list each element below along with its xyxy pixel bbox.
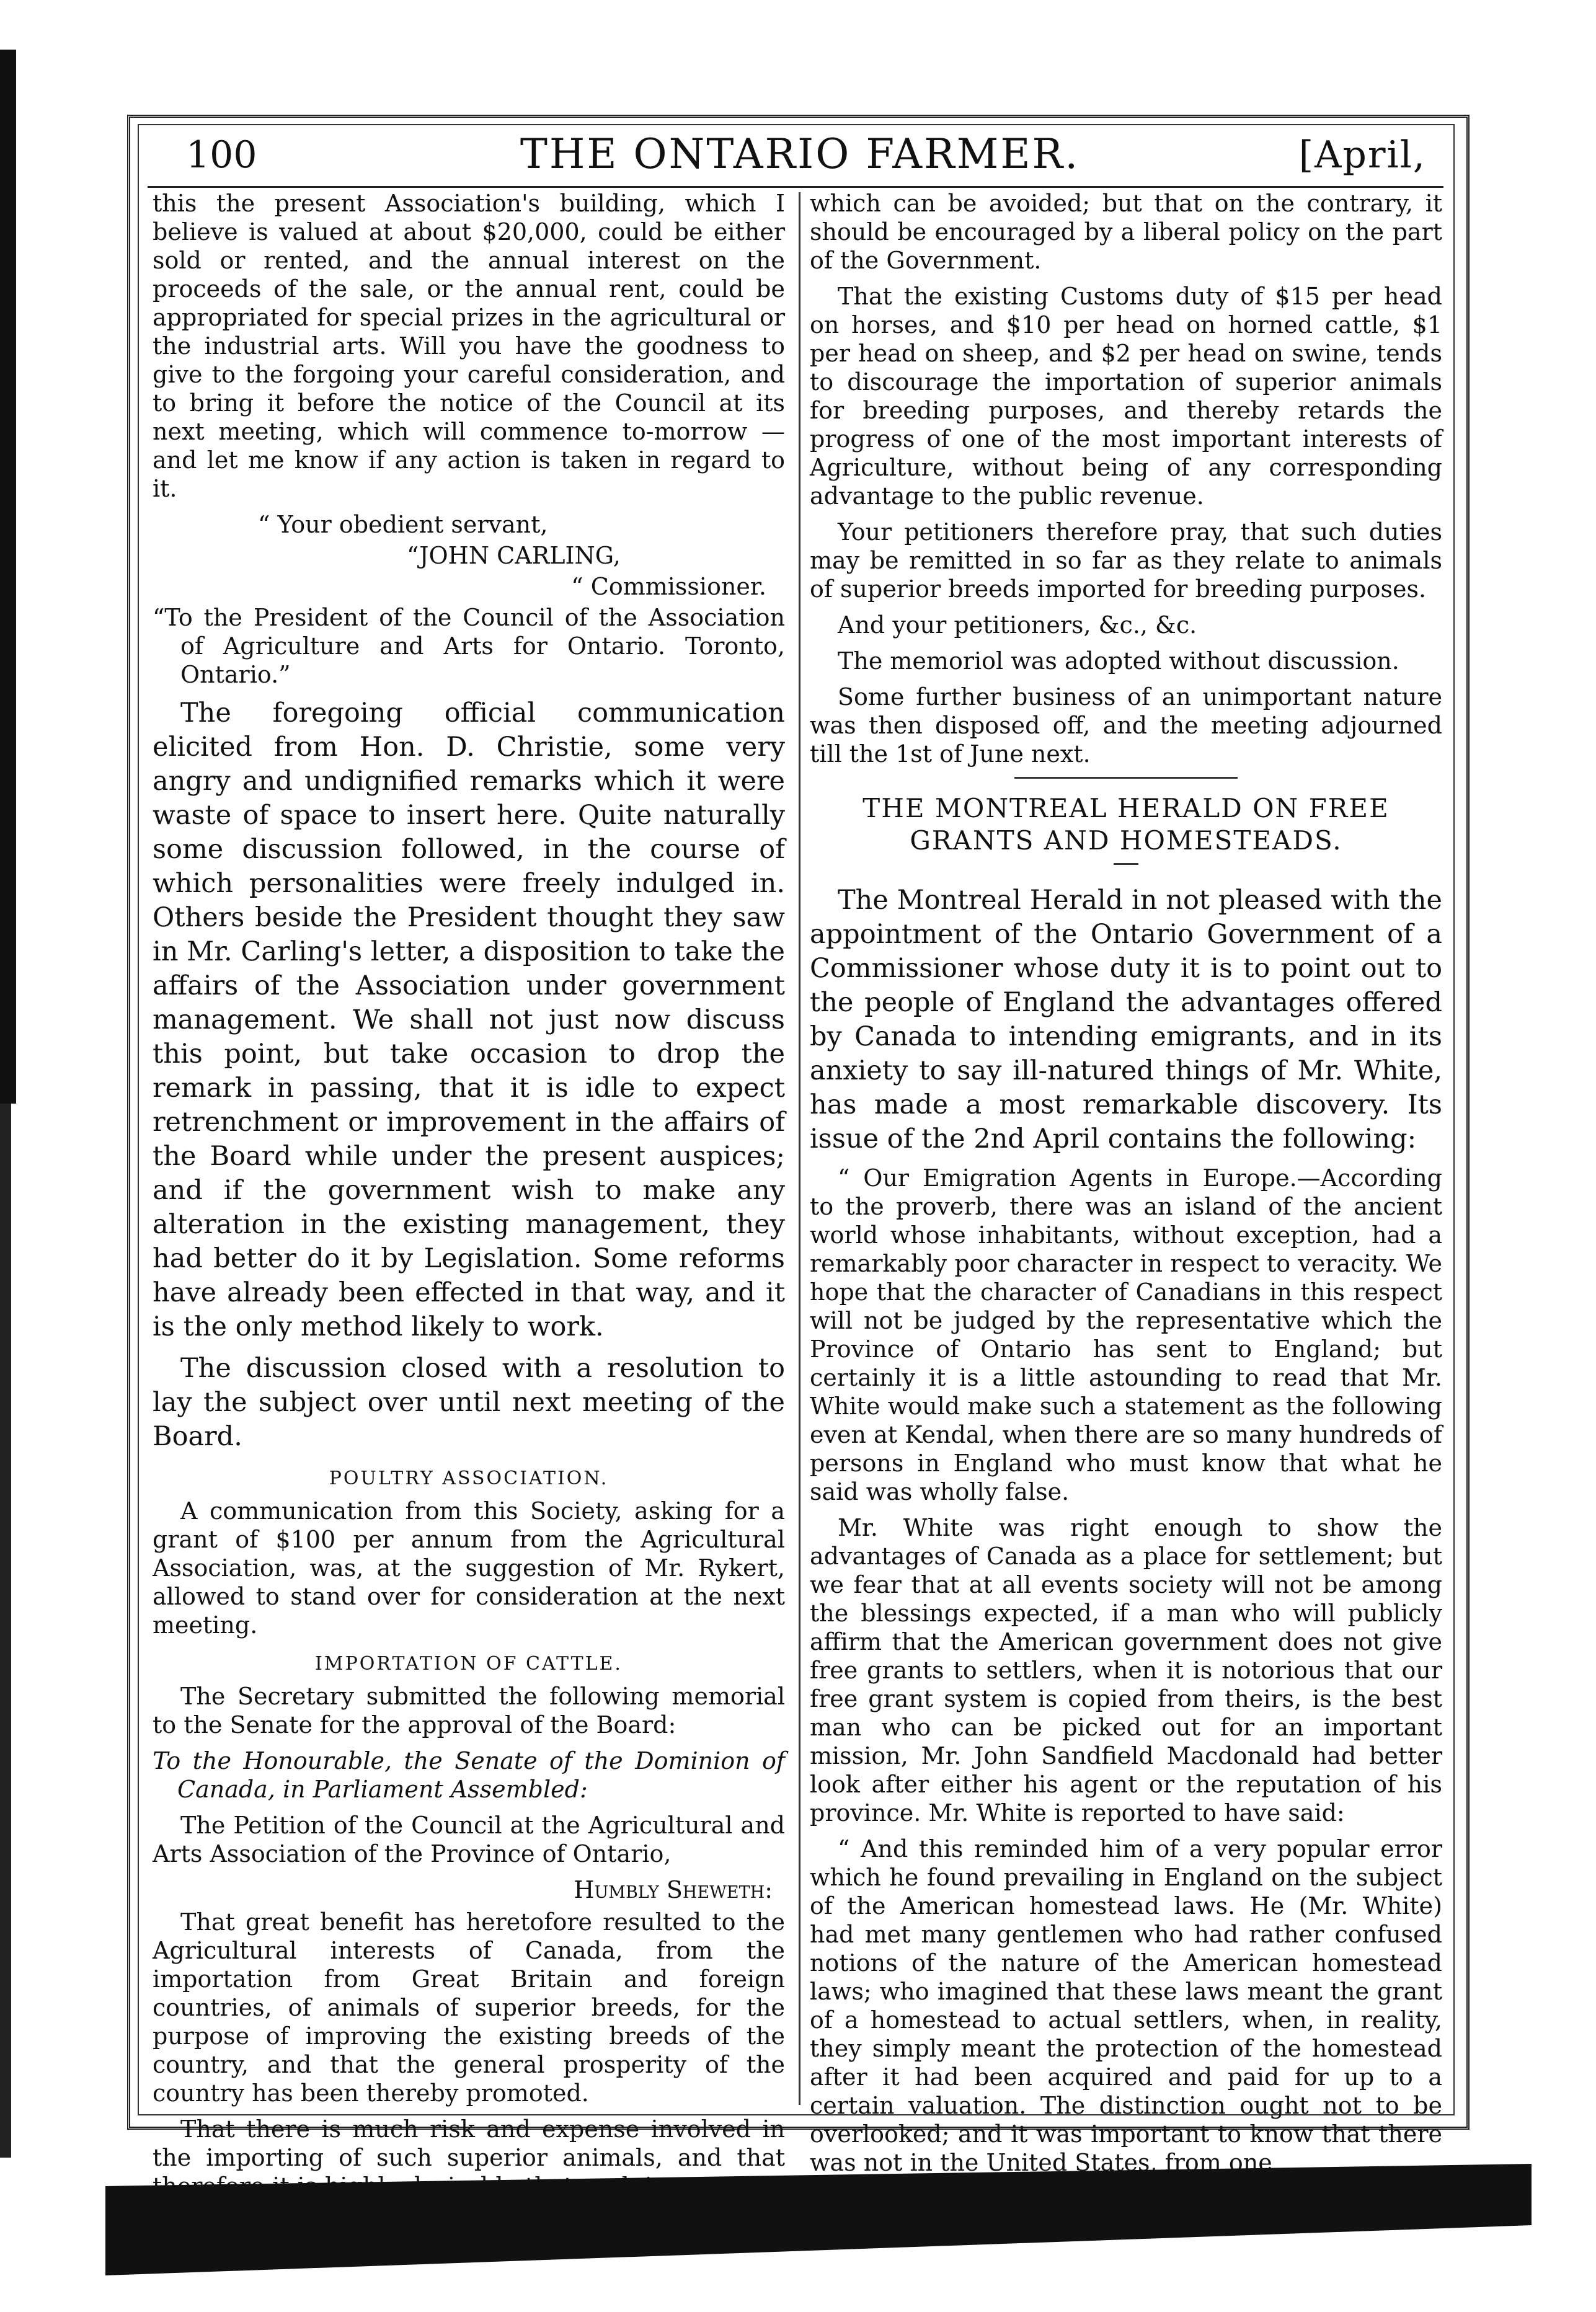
paragraph: The Petition of the Council at the Agricultural and Arts Association of the Province of Ontario,	[153, 1812, 785, 1867]
article-title: THE MONTREAL HERALD ON FREE GRANTS AND HOMESTEADS.	[862, 793, 1390, 856]
paragraph: Some further business of an unimportant nature was then disposed off, and the meeting adjourned till the 1st of June next.	[810, 683, 1442, 768]
page-number: 100	[186, 133, 257, 177]
paragraph: The memoriol was adopted without discussion.	[838, 647, 1399, 675]
paragraph: Your petitioners therefore pray, that such duties may be remitted in so far as they relate to animals of superior breeds imported for breeding purposes.	[810, 518, 1442, 603]
left-column	[153, 189, 785, 2228]
paragraph: A communication from this Society, asking for a grant of $100 per annum from the Agricultural Association, was, at the suggestion of Mr. Rykert, allowed to stand over for consideration at the next meeting.	[153, 1497, 785, 1639]
paragraph: That great benefit has heretofore resulted to the Agricultural interests of Canada, from the importation from Great Britain and foreign countries, of animals of superior breeds, for the purpose of improving the existing breeds of the country, and that the general prosperity of the country has been thereby promoted.	[153, 1908, 785, 2107]
sheweth-line: Humbly Sheweth:	[574, 1876, 773, 1903]
paragraph: That there is much risk and expense involved in the importing of such superior animals, and that therefore it is highly desirable that such importation should not be burdened with any additional cost	[153, 2115, 785, 2228]
quoted-paragraph: “ And this reminded him of a very popular error which he found prevailing in England on the subject of the American homestead laws. He (Mr. White) had met many gentlemen who had rather confused notions of the nature of the American homestead laws; who imagined that these laws meant the grant of a homestead to actual settlers, when, in reality, they simply meant the protection of the homestead after it had been acquired and paid for up to a certain valuation. The distinction ought not to be overlooked; and it was important to know that there was not in the United States, from one	[810, 1835, 1442, 2176]
paragraph: The discussion closed with a resolution to lay the subject over until next meeting of the Board.	[153, 1353, 785, 1452]
page-title: THE ONTARIO FARMER.	[520, 130, 1080, 178]
signature-title: “ Commissioner.	[571, 573, 766, 600]
section-heading-poultry: POULTRY ASSOCIATION.	[329, 1468, 609, 1489]
letter-address: “To the President of the Council of the Association of Agriculture and Arts for Ontario. Toronto, Ontario.”	[153, 604, 785, 688]
paragraph: That the existing Customs duty of $15 per head on horses, and $10 per head on horned cattle, $1 per head on sheep, and $2 per head on swine, tends to discourage the importation of superior animals for breeding purposes, and thereby retards the progress of one of the most important interests of Agriculture, without being of any corresponding advantage to the public revenue.	[810, 283, 1442, 510]
quoted-paragraph: “ Our Emigration Agents in Europe.—According to the proverb, there was an island of the ancient world whose inhabitants, without exception, had a remarkably poor character in respect to veracity. We hope that the character of Canadians in this respect will not be judged by the representative which the Province of Ontario has sent to England; but certainly it is a little astounding to read that Mr. White would make such a statement as the following even at Kendal, when there are so many hundreds of persons in England who must know that what he said was wholly false.	[810, 1164, 1442, 1505]
quoted-paragraph: Mr. White was right enough to show the advantages of Canada as a place for settlement; but we fear that at all events society will not be among the blessings expected, if a man who will publicly affirm that the American government does not give free grants to settlers, when it is notorious that our free grant system is copied from theirs, is the best man who can be picked out for an important mission, Mr. John Sandfield Macdonald had better look after either his agent or the reputation of his province. Mr. White is reported to have said:	[810, 1514, 1442, 1827]
signature-closing: “ Your obedient servant,	[258, 511, 548, 538]
paragraph: And your petitioners, &c., &c.	[838, 611, 1197, 639]
header-rule	[148, 186, 1443, 188]
column-rule	[799, 192, 800, 2105]
paragraph: The Secretary submitted the following memorial to the Senate for the approval of the Board:	[153, 1683, 785, 1738]
paragraph: which can be avoided; but that on the contrary, it should be encouraged by a liberal policy on the part of the Government.	[810, 190, 1442, 274]
page-header	[174, 127, 1426, 186]
paragraph: The Montreal Herald in not pleased with the appointment of the Ontario Government of a Commissioner whose duty it is to point out to the people of England the advantages offered by Canada to intending emigrants, and in its anxiety to say ill-natured things of Mr. White, has made a most remarkable discovery. Its issue of the 2nd April contains the following:	[810, 885, 1442, 1154]
page-month: [April,	[1298, 133, 1426, 177]
signature-name: “JOHN CARLING,	[407, 542, 621, 569]
title-rule	[1114, 863, 1138, 865]
paragraph: this the present Association's building, which I believe is valued at about $20,000, could be either sold or rented, and the annual interest on the proceeds of the sale, or the annual rent, could be appropriated for special prizes in the agricultural or the industrial arts. Will you have the goodness to give to the forgoing your careful consideration, and to bring it before the notice of the Council at its next meeting, which will commence to-morrow —and let me know if any action is taken in regard to it.	[153, 190, 785, 502]
scan-edge-shadow	[0, 50, 16, 1104]
memorial-address: To the Honourable, the Senate of the Dominion of Canada, in Parliament Assembled:	[153, 1747, 785, 1803]
section-divider	[1014, 777, 1238, 779]
section-heading-cattle: IMPORTATION OF CATTLE.	[315, 1653, 623, 1675]
right-column	[810, 189, 1442, 2176]
paragraph: The foregoing official communication elicited from Hon. D. Christie, some very angry and undignified remarks which it were waste of space to insert here. Quite naturally some discussion followed, in the course of which personalities were freely indulged in. Others beside the President thought they saw in Mr. Carling's letter, a disposition to take the affairs of the Association under government management. We shall not just now discuss this point, but take occasion to drop the remark in passing, that it is idle to expect retrenchment or improvement in the affairs of the Board while under the present auspices; and if the government wish to make any alteration in the existing management, they had better do it by Legislation. Some reforms have already been effected in that way, and it is the only method likely to work.	[153, 698, 785, 1342]
scan-edge-shadow-lower	[0, 1104, 11, 2158]
